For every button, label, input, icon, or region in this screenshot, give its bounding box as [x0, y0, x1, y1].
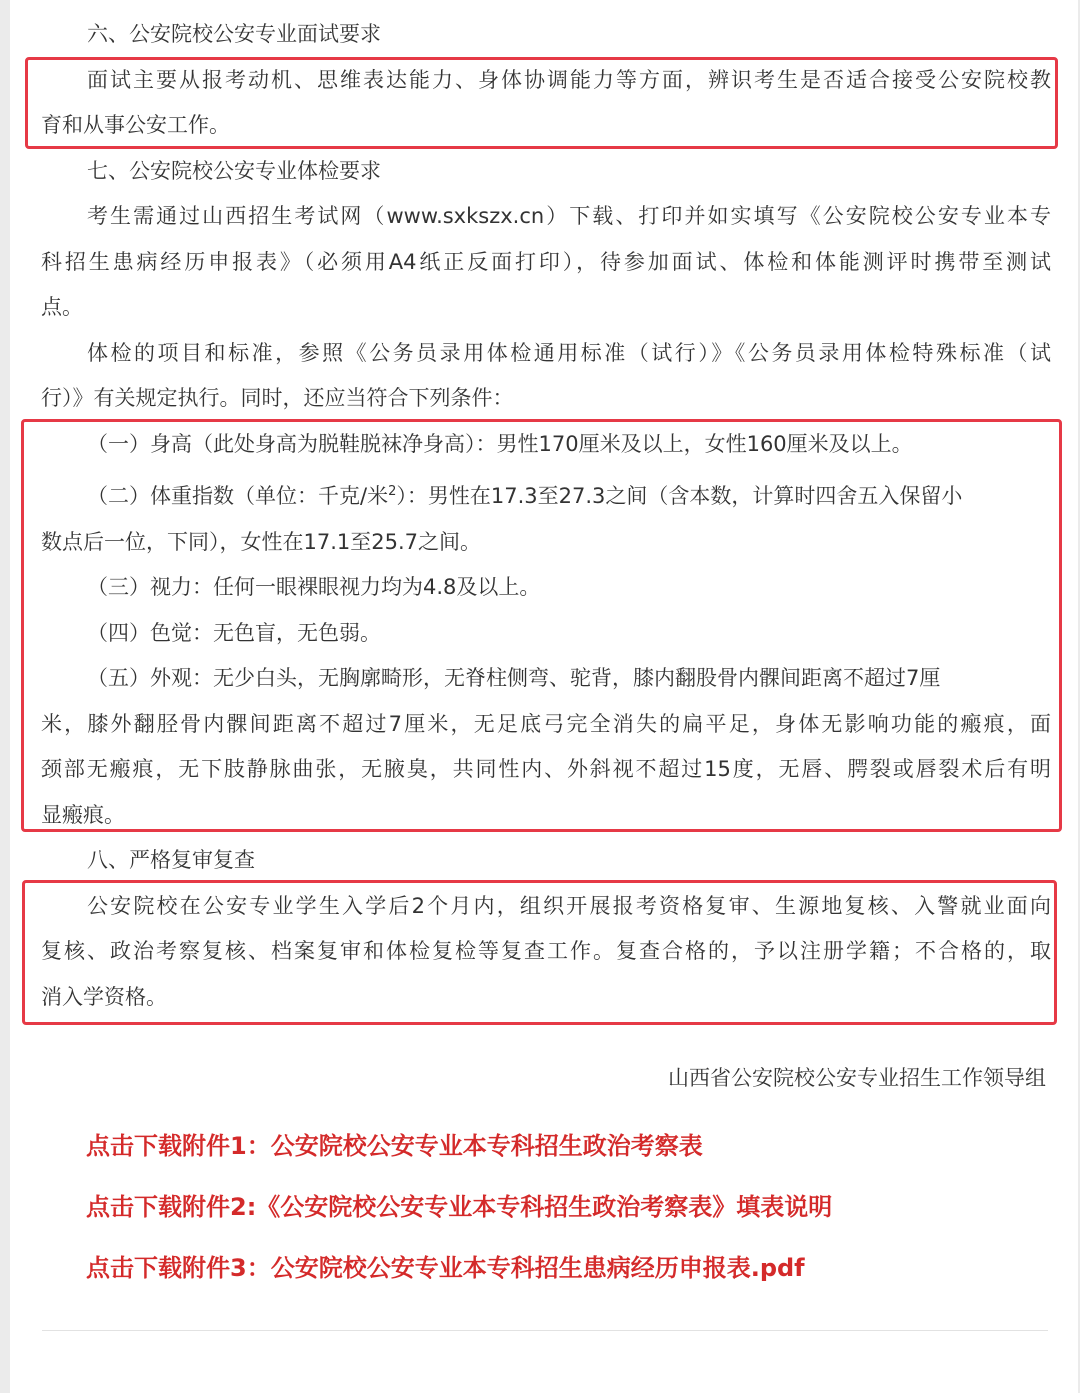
review-text-line-2: 复核、政治考察复核、档案复审和体检复检等复查工作。复查合格的，予以注册学籍；不合格的，取 [41, 939, 1051, 963]
medical-intro-line-2: 科招生患病经历申报表》（必须用A4纸正反面打印），待参加面试、体检和体能测评时携带至测试 [41, 250, 1051, 274]
bmi-superscript: 2 [388, 484, 397, 499]
condition-appearance-line-1: （五）外观：无少白头，无胸廓畸形，无脊柱侧弯、驼背，膝内翻股骨内髁间距离不超过7厘 [87, 666, 941, 690]
download-attachment-2-link[interactable]: 点击下载附件2:《公安院校公安专业本专科招生政治考察表》填表说明 [86, 1193, 833, 1221]
bmi-text-part-2: ）：男性在17.3至27.3之间（含本数，计算时四舍五入保留小 [396, 484, 963, 508]
signature: 山西省公安院校公安专业招生工作领导组 [668, 1066, 1046, 1090]
download-attachment-1-link[interactable]: 点击下载附件1：公安院校公安专业本专科招生政治考察表 [86, 1132, 703, 1160]
review-text-line-1: 公安院校在公安专业学生入学后2个月内，组织开展报考资格复审、生源地复核、入警就业面向 [87, 894, 1051, 918]
footer-divider [42, 1330, 1048, 1331]
medical-standard-line-1: 体检的项目和标准，参照《公务员录用体检通用标准（试行）》《公务员录用体检特殊标准（试 [87, 341, 1051, 365]
condition-color-sense: （四）色觉：无色盲，无色弱。 [87, 621, 381, 645]
medical-intro-line-1: 考生需通过山西招生考试网（www.sxkszx.cn）下载、打印并如实填写《公安院校公安专业本专 [87, 204, 1051, 228]
review-text-line-3: 消入学资格。 [41, 985, 167, 1009]
bmi-text-part-1: （二）体重指数（单位：千克/米 [87, 484, 389, 508]
medical-standard-line-2: 行）》有关规定执行。同时，还应当符合下列条件： [41, 386, 514, 410]
condition-appearance-line-3: 颈部无瘢痕，无下肢静脉曲张，无腋臭，共同性内、外斜视不超过15度，无唇、腭裂或唇裂术后有明 [41, 757, 1051, 781]
interview-text-line-1: 面试主要从报考动机、思维表达能力、身体协调能力等方面，辨识考生是否适合接受公安院校教 [87, 68, 1051, 92]
medical-intro-line-3: 点。 [41, 295, 83, 319]
condition-bmi-line-2: 数点后一位，下同），女性在17.1至25.7之间。 [41, 530, 482, 554]
article-page [10, 0, 1078, 1393]
section-8-heading: 八、严格复审复查 [87, 848, 255, 872]
condition-vision: （三）视力：任何一眼裸眼视力均为4.8及以上。 [87, 575, 541, 599]
condition-bmi-line-1 [41, 476, 1051, 516]
section-7-heading: 七、公安院校公安专业体检要求 [87, 159, 381, 183]
condition-appearance-line-4: 显瘢痕。 [41, 803, 125, 827]
interview-text-line-2: 育和从事公安工作。 [41, 113, 230, 137]
download-attachment-3-link[interactable]: 点击下载附件3：公安院校公安专业本专科招生患病经历申报表.pdf [86, 1254, 805, 1282]
section-6-heading: 六、公安院校公安专业面试要求 [87, 22, 381, 46]
condition-appearance-line-2: 米，膝外翻胫骨内髁间距离不超过7厘米，无足底弓完全消失的扁平足，身体无影响功能的瘢痕，面 [41, 712, 1051, 736]
condition-height: （一）身高（此处身高为脱鞋脱袜净身高）：男性170厘米及以上，女性160厘米及以上。 [87, 432, 913, 456]
